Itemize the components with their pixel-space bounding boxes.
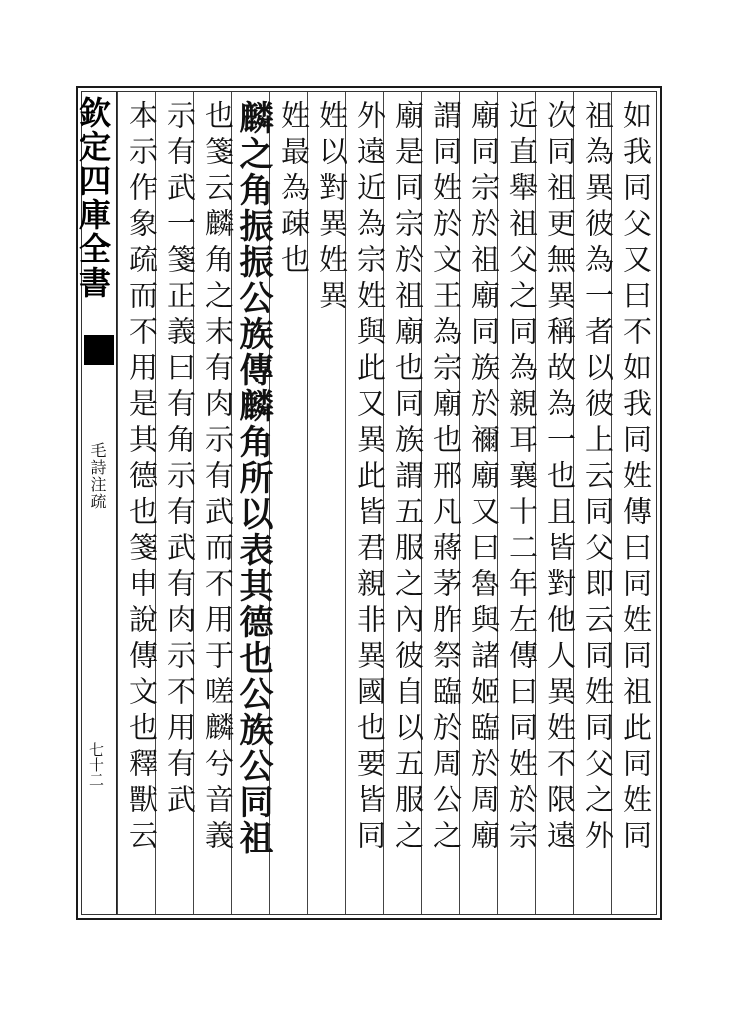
column-rule (117, 92, 118, 914)
text-column: 近直舉祖父之同為親耳襄十二年左傳曰同姓於宗 (505, 100, 539, 856)
margin-title: 欽定四庫全書 (74, 96, 112, 300)
text-column: 麟之角振振公族傳麟角所以表其德也公族公同祖 (233, 100, 273, 856)
text-column: 祖為異彼為一者以彼上云同父即云同姓同父之外 (581, 100, 615, 856)
text-column: 也箋云麟角之末有肉示有武而不用于嗟麟兮音義 (201, 100, 235, 856)
text-column: 廟是同宗於祖廟也同族謂五服之內彼自以五服之 (391, 100, 425, 856)
text-column: 本示作象疏而不用是其德也箋申說傳文也釋獸云 (125, 100, 159, 856)
text-column: 如我同父又曰不如我同姓傳曰同姓同祖此同姓同 (619, 100, 653, 856)
fishtail-block (84, 335, 114, 365)
text-column: 次同祖更無異稱故為一也且皆對他人異姓不限遠 (543, 100, 577, 856)
text-column: 示有武一箋正義曰有角示有武有肉示不用有武 (163, 100, 197, 820)
folio-number: 七十二 (87, 742, 105, 787)
text-column: 外遠近為宗姓與此又異此皆君親非異國也要皆同 (353, 100, 387, 856)
book-name: 毛詩注疏 (88, 442, 107, 510)
text-column: 姓以對異姓異 (315, 100, 349, 316)
text-column: 姓最為疎也 (277, 100, 311, 280)
text-column: 廟同宗於祖廟同族於禰廟又曰魯與諸姬臨於周廟 (467, 100, 501, 856)
text-column: 謂同姓於文王為宗廟也邢凡蔣茅胙祭臨於周公之 (429, 100, 463, 856)
